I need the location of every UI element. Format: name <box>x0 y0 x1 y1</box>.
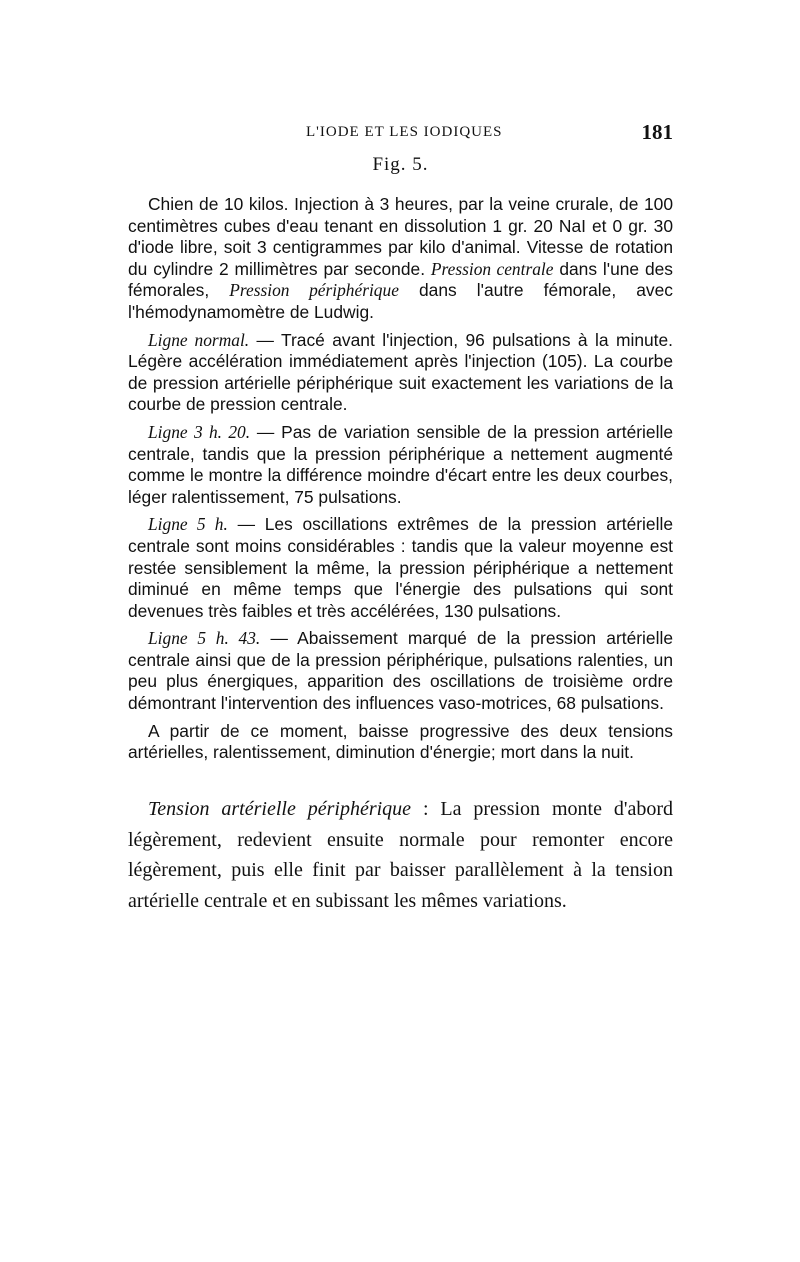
caption-paragraph-normal <box>128 330 673 416</box>
caption-line-text: — Tracé avant l'injection, 96 pulsations à la minute. Légère accélération immédiatement après l'injection (105). La courbe de pression artérielle périphérique suit exactement les variations de la courbe de pression centrale. <box>128 329 673 415</box>
caption-line-label: Ligne 5 h. 43. <box>148 628 261 649</box>
caption-intro-text-c: dans l'autre fémorale, avec l'hémodynamomètre de Ludwig. <box>128 280 673 322</box>
caption-line-text: — Les oscillations extrêmes de la pression artérielle centrale sont moins considérables : tandis que la valeur moyenne est restée sensiblement la même, la pression périphérique a nettement diminué en même temps que l'énergie des pulsations qui sont devenues très faibles et très accélérées, 130 pulsations. <box>128 514 673 621</box>
book-page <box>128 118 673 917</box>
figure-caption <box>128 194 673 764</box>
caption-line-text: — Abaissement marqué de la pression artérielle centrale ainsi que de la pression périphérique, pulsations ralenties, un peu plus énergiques, apparition des oscillations de troisième ordre démontrant l'intervention des influences vaso-motrices, 68 pulsations. <box>128 628 673 714</box>
caption-line-text: — Pas de variation sensible de la pression artérielle centrale, tandis que la pression périphérique a nettement augmenté comme le montre la différence moindre d'écart entre les deux courbes, léger ralentissement, 75 pulsations. <box>128 421 673 507</box>
caption-paragraph-3h20 <box>128 422 673 508</box>
caption-paragraph-conclusion: A partir de ce moment, baisse progressive des deux tensions artérielles, ralentissement, diminution d'énergie; mort dans la nuit. <box>128 720 673 763</box>
caption-intro-text-a: Chien de 10 kilos. Injection à 3 heures, par la veine crurale, de 100 centimètres cubes d'eau tenant en dissolution 1 gr. 20 NaI et 0 gr. 30 d'iode libre, soit 3 centigrammes par kilo d'animal. Vitesse de rotation du cylindre 2 millimètres par seconde. <box>128 194 673 279</box>
running-title: L'IODE ET LES IODIQUES <box>306 124 503 140</box>
caption-intro-text-b: dans l'une des fémorales, <box>128 258 673 301</box>
body-paragraph-text: : La pression monte d'abord légèrement, redevient ensuite normale pour remonter encore légèrement, puis elle finit par baisser parallèlement à la tension artérielle centrale et en subissant les mêmes variations. <box>128 797 673 913</box>
body-text <box>128 794 673 917</box>
caption-line-label: Ligne 5 h. <box>148 514 228 535</box>
caption-intro <box>128 194 673 324</box>
figure-label: Fig. 5. <box>372 154 429 175</box>
caption-term-peripheral: Pression périphérique <box>229 280 399 301</box>
caption-paragraph-5h43 <box>128 628 673 714</box>
caption-term-central: Pression centrale <box>430 258 554 279</box>
page-number: 181 <box>641 120 673 144</box>
body-term-label: Tension artérielle périphérique <box>148 797 412 820</box>
body-paragraph <box>128 794 673 917</box>
running-head <box>128 118 673 148</box>
caption-line-label: Ligne 3 h. 20. <box>148 421 251 442</box>
caption-line-label: Ligne normal. <box>148 329 250 350</box>
caption-paragraph-5h <box>128 514 673 622</box>
